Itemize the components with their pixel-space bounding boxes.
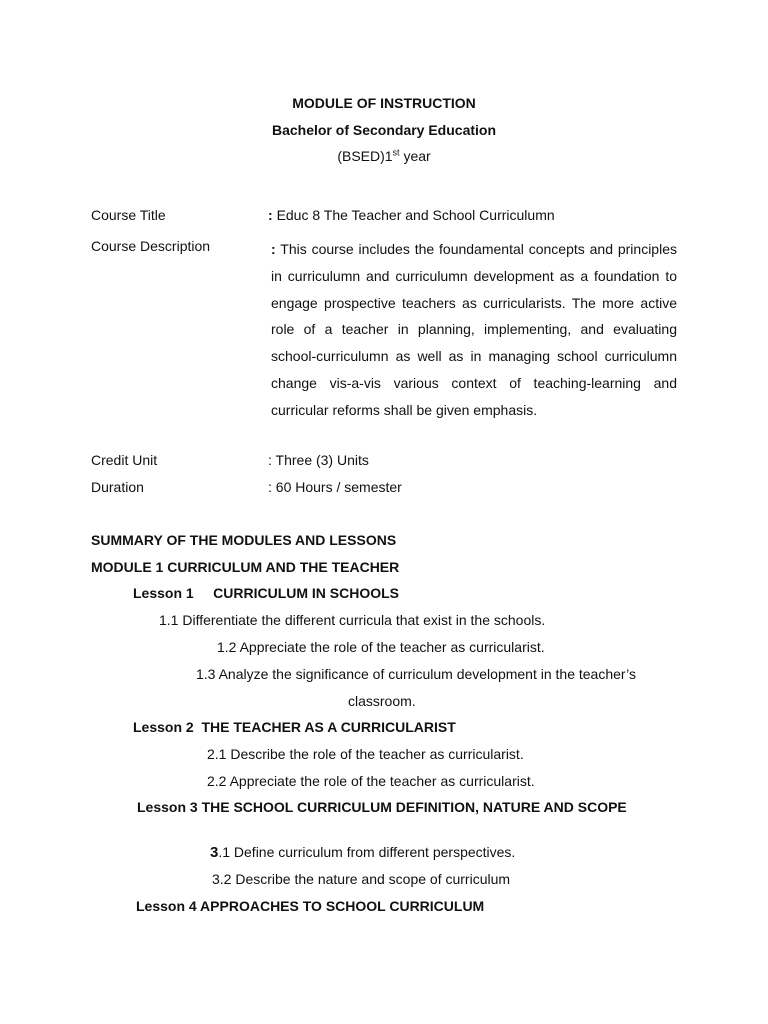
lesson-1-heading: Lesson 1 CURRICULUM IN SCHOOLS: [133, 585, 400, 601]
course-description-label: Course Description: [91, 238, 211, 254]
lesson-3-heading: Lesson 3 THE SCHOOL CURRICULUM DEFINITION, NATURE AND SCOPE: [137, 799, 627, 815]
program-name: Bachelor of Secondary Education: [271, 122, 497, 138]
lesson-1-objective-2: 1.2 Appreciate the role of the teacher as curricularist.: [217, 639, 545, 655]
year-level: [0, 147, 768, 165]
lesson-2-heading: Lesson 2 THE TEACHER AS A CURRICULARIST: [133, 719, 456, 735]
course-description-value: [271, 236, 677, 424]
lesson-3-objective-1: [210, 843, 515, 862]
module-1-heading: MODULE 1 CURRICULUM AND THE TEACHER: [91, 559, 400, 575]
year-suffix: year: [399, 148, 431, 164]
course-title-colon: :: [268, 207, 273, 223]
duration-value: : 60 Hours / semester: [268, 479, 402, 495]
course-title-value: [268, 206, 555, 224]
lesson-1-objective-1: 1.1 Differentiate the different curricula that exist in the schools.: [159, 612, 546, 628]
lesson-3-objective-1-text: .1 Define curriculum from different perspectives.: [218, 844, 516, 860]
course-description-text: This course includes the foundamental concepts and principles in curriculumn and curriculumn development as a foundation to engage prospective teachers as curricularists. The more active role of a teacher in planning, implementing, and evaluating school-curriculumn as well as in managing school curriculumn change vis-a-vis various context of teaching-learning and curricular reforms shall be given emphasis.: [271, 241, 677, 418]
credit-unit-value: : Three (3) Units: [268, 452, 369, 468]
course-title-label: Course Title: [91, 207, 166, 223]
summary-heading: SUMMARY OF THE MODULES AND LESSONS: [91, 532, 397, 548]
credit-unit-label: Credit Unit: [91, 452, 158, 468]
lesson-3-objective-1-number: 3: [210, 844, 219, 861]
lesson-3-objective-2: 3.2 Describe the nature and scope of curriculum: [212, 871, 511, 887]
course-title-text: Educ 8 The Teacher and School Curriculumn: [276, 207, 555, 223]
lesson-1-objective-3-cont: classroom.: [348, 693, 416, 709]
lesson-2-objective-1: 2.1 Describe the role of the teacher as curricularist.: [207, 746, 524, 762]
year-superscript: st: [392, 147, 400, 158]
document-title: MODULE OF INSTRUCTION: [292, 95, 476, 111]
lesson-4-heading: Lesson 4 APPROACHES TO SCHOOL CURRICULUM: [136, 898, 485, 914]
lesson-1-objective-3: 1.3 Analyze the significance of curriculum development in the teacher’s: [196, 666, 636, 682]
course-description-colon: :: [271, 241, 276, 257]
year-prefix: (BSED)1: [337, 148, 393, 164]
duration-label: Duration: [91, 479, 144, 495]
lesson-2-objective-2: 2.2 Appreciate the role of the teacher as curricularist.: [207, 773, 535, 789]
